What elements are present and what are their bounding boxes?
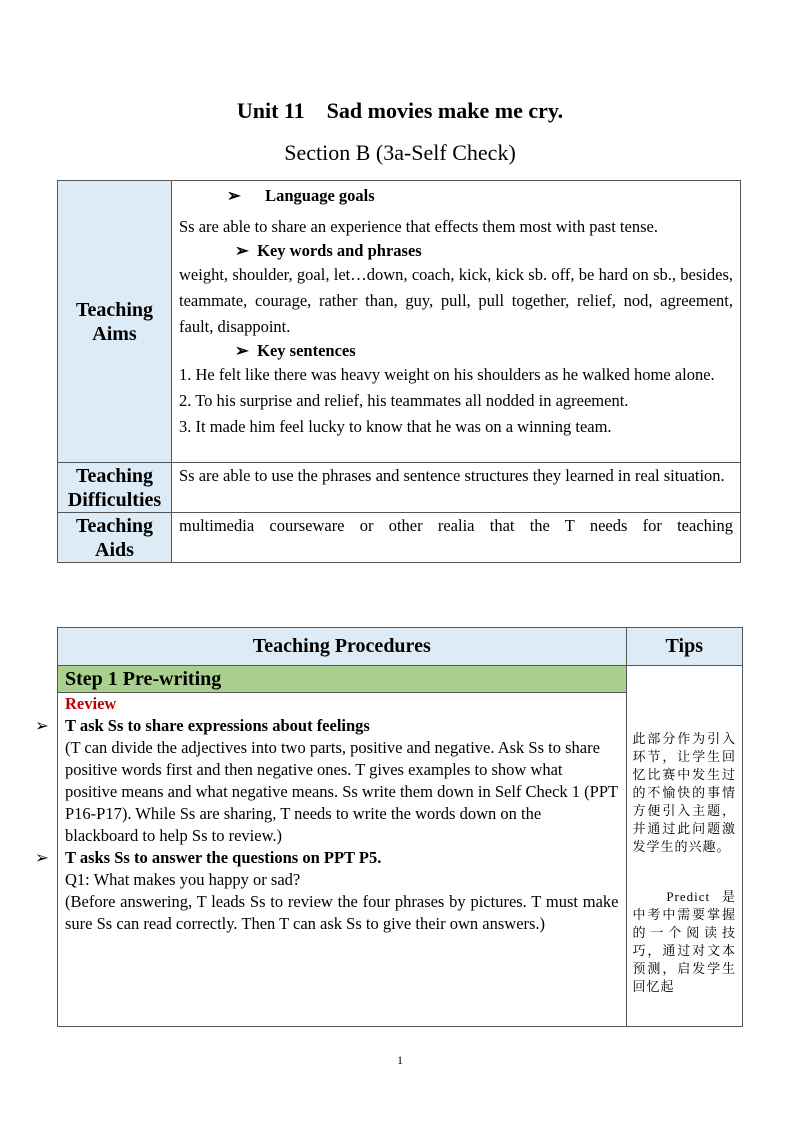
document-subtitle: Section B (3a-Self Check) [284,140,516,165]
review-label: Review [65,694,117,713]
arrowhead-bullet-icon: ➢ [235,241,249,260]
key-sentence-1: 1. He felt like there was heavy weight on his shoulders as he walked home alone. [179,365,715,384]
key-sentence-2: 2. To his surprise and relief, his teammates all nodded in agreement. [179,391,629,410]
bullet-2-text: (Before answering, T leads Ss to review the four phrases by pictures. T must make sure Ss can read correctly. Then T can ask Ss to give their own answers.) [65,892,619,933]
arrowhead-bullet-icon: ➢ [35,716,49,735]
step1-label: Step 1 Pre-writing [58,666,627,693]
language-goals-heading: ➢ Language goals [179,183,733,209]
tips-cell [626,666,742,1027]
key-words-text: weight, shoulder, goal, let…down, coach, kick, kick sb. off, be hard on sb., besides, teammate, courage, rather than, guy, pull, pull together, relief, nod, agreement, fault, disappoint. [179,265,733,336]
tip-1: 此部分作为引入环节，让学生回忆比赛中发生过的不愉快的事情方便引入主题，并通过此问题激发学生的兴趣。 [632,731,736,854]
tips-heading: Tips [626,628,742,666]
bullet-1-text: (T can divide the adjectives into two parts, positive and negative. Ask Ss to share positive words first and then negative ones. T gives examples to show what positive means and what negative means. Ss write them down in Self Check 1 (PPT P16-P17). While Ss are sharing, T needs to write the words down on the blackboard to help Ss to review.) [65,738,618,845]
arrowhead-bullet-icon: ➢ [35,848,49,867]
step1-content [35,693,627,1027]
arrowhead-bullet-icon: ➢ [235,341,249,360]
teaching-difficulties-label: Teaching Difficulties [58,463,172,513]
teaching-difficulties-text: Ss are able to use the phrases and sentence structures they learned in real situation. [172,463,741,513]
question-1: Q1: What makes you happy or sad? [65,870,301,889]
key-words-heading: ➢ Key words and phrases [235,241,422,260]
page-number: 1 [397,1053,403,1067]
teaching-aims-table [57,180,741,563]
language-goals-text: Ss are able to share an experience that effects them most with past tense. [179,217,658,236]
teaching-aims-label: Teaching Aims [58,181,172,463]
teaching-aids-label: Teaching Aids [58,513,172,563]
bullet-2-heading: ➢ T asks Ss to answer the questions on PPT P5. [35,848,382,867]
bullet-1-heading: ➢ T ask Ss to share expressions about feelings [35,716,370,735]
document-title: Unit 11 Sad movies make me cry. [236,98,564,123]
key-sentence-3: 3. It made him feel lucky to know that he was on a winning team. [179,417,612,436]
teaching-procedures-table [35,627,743,1027]
key-sentences-heading: ➢ Key sentences [235,341,356,360]
arrowhead-bullet-icon: ➢ [227,186,241,205]
procedures-heading: Teaching Procedures [58,628,627,666]
teaching-aids-text: multimedia courseware or other realia that the T needs for teaching [172,513,741,563]
teaching-aims-content [172,181,741,463]
tip-2: Predict 是中考中需要掌握的一个阅读技巧，通过对文本预测，启发学生回忆起 [632,889,736,994]
